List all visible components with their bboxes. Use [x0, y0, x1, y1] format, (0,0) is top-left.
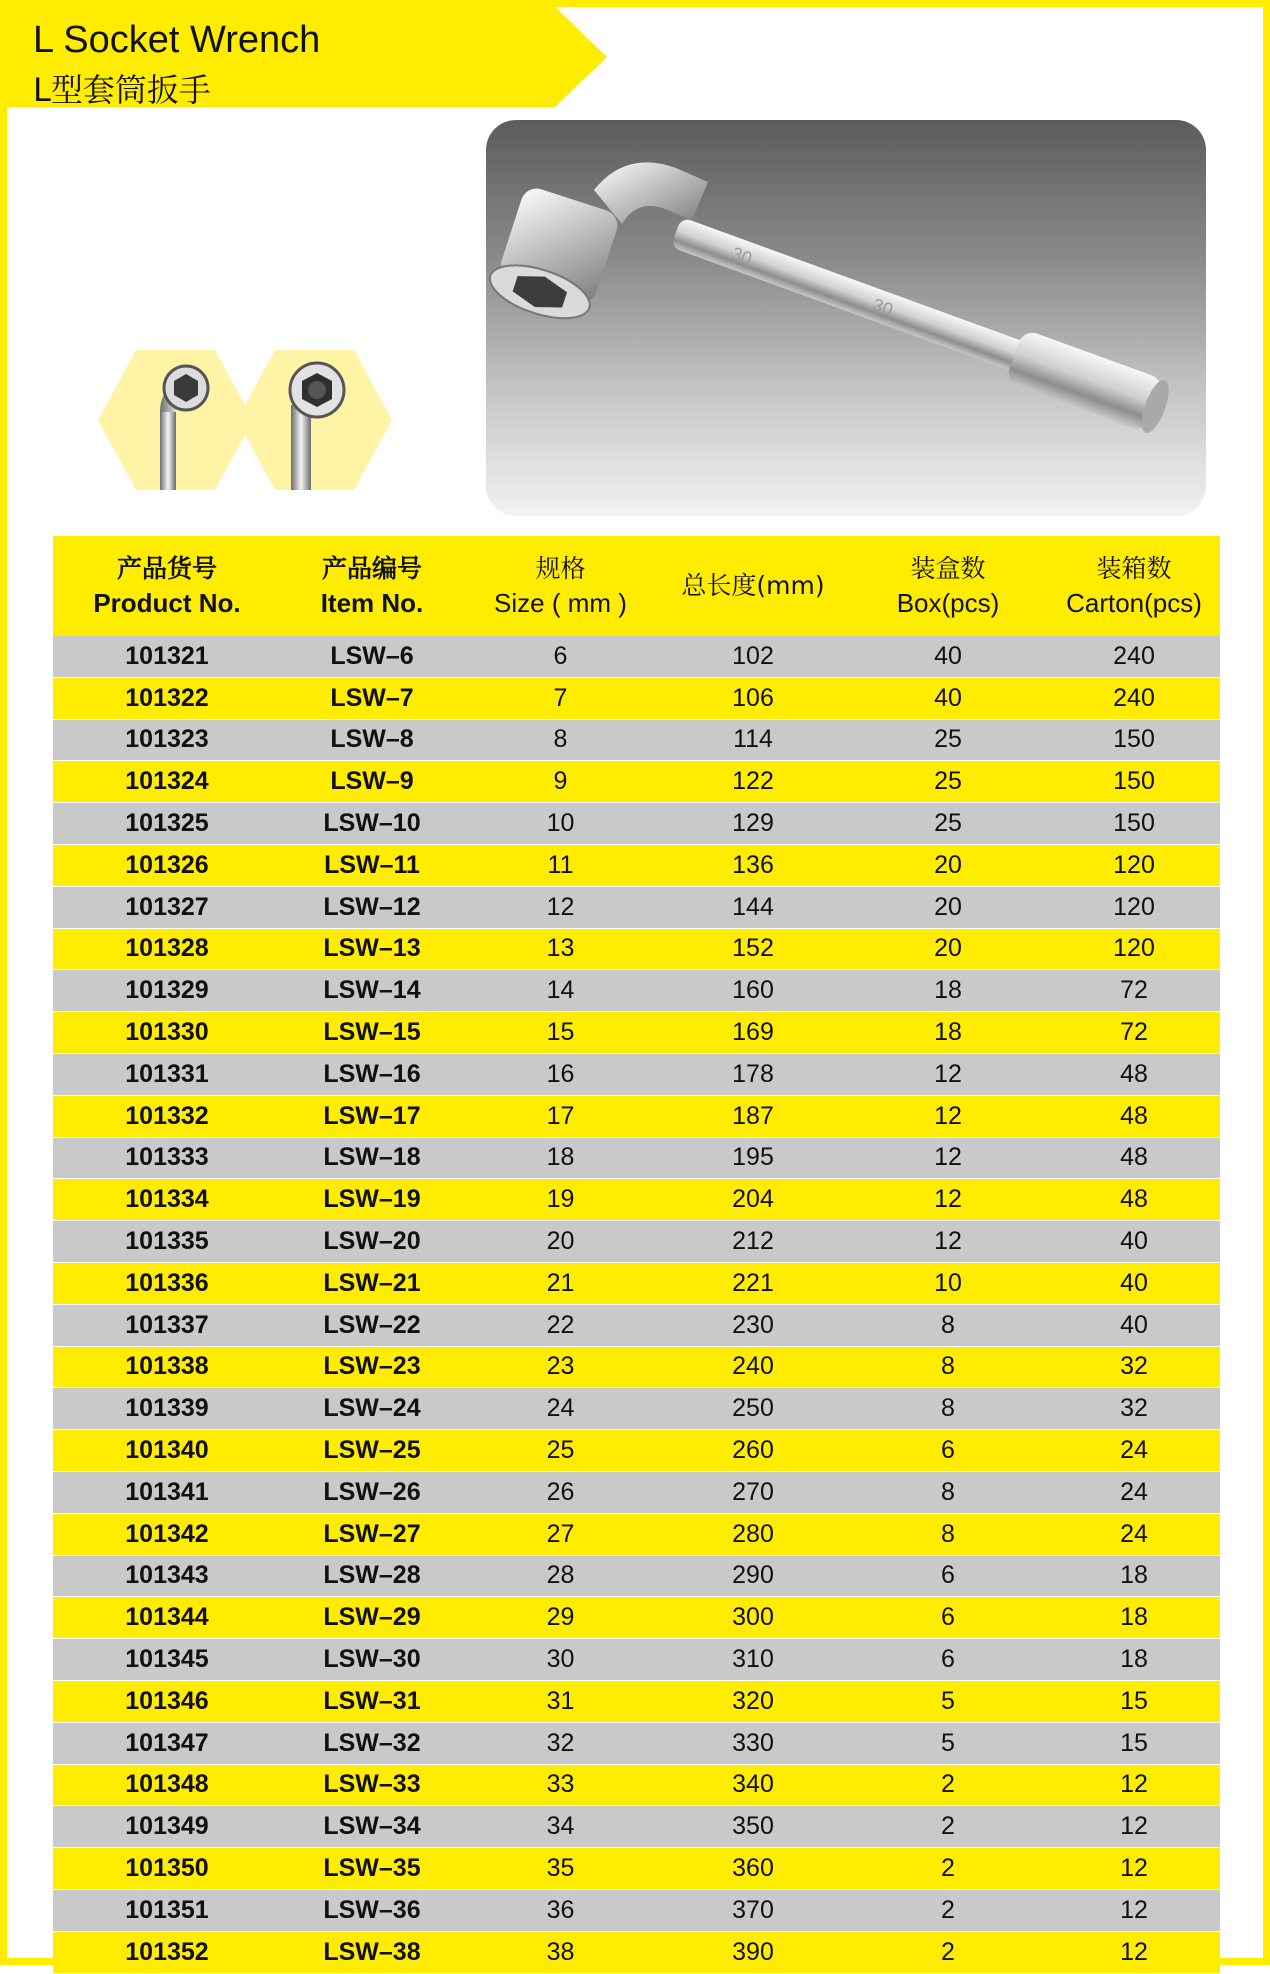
table-body	[53, 636, 1220, 1973]
header-cn: 产品编号	[321, 554, 422, 583]
length-cell: 160	[658, 970, 848, 1012]
item-no-cell: LSW–15	[281, 1012, 463, 1054]
product-no-cell: 101336	[53, 1262, 281, 1304]
length-cell: 178	[658, 1053, 848, 1095]
table-header-row	[53, 536, 1220, 636]
header-en: Size ( mm )	[494, 588, 627, 618]
box-qty-cell: 10	[848, 1262, 1048, 1304]
item-no-cell: LSW–32	[281, 1722, 463, 1764]
header-product-no	[53, 536, 281, 636]
item-no-cell: LSW–35	[281, 1848, 463, 1890]
carton-qty-cell: 15	[1048, 1722, 1220, 1764]
length-cell: 212	[658, 1221, 848, 1263]
header-item-no	[281, 536, 463, 636]
product-no-cell: 101331	[53, 1053, 281, 1095]
product-no-cell: 101332	[53, 1095, 281, 1137]
table-row	[53, 1221, 1220, 1263]
table-row	[53, 1095, 1220, 1137]
product-no-cell: 101324	[53, 761, 281, 803]
table-row	[53, 1262, 1220, 1304]
title-chinese: L型套筒扳手	[33, 71, 211, 109]
item-no-cell: LSW–17	[281, 1095, 463, 1137]
specification-table	[53, 536, 1220, 1974]
carton-qty-cell: 240	[1048, 636, 1220, 677]
length-cell: 310	[658, 1639, 848, 1681]
item-no-cell: LSW–31	[281, 1680, 463, 1722]
size-cell: 27	[463, 1513, 658, 1555]
item-no-cell: LSW–20	[281, 1221, 463, 1263]
box-qty-cell: 25	[848, 719, 1048, 761]
size-cell: 19	[463, 1179, 658, 1221]
product-no-cell: 101343	[53, 1555, 281, 1597]
carton-qty-cell: 12	[1048, 1806, 1220, 1848]
box-qty-cell: 12	[848, 1095, 1048, 1137]
header-size	[463, 536, 658, 636]
item-no-cell: LSW–38	[281, 1931, 463, 1973]
box-qty-cell: 2	[848, 1848, 1048, 1890]
size-cell: 13	[463, 928, 658, 970]
table-row	[53, 1513, 1220, 1555]
carton-qty-cell: 72	[1048, 1012, 1220, 1054]
carton-qty-cell: 120	[1048, 844, 1220, 886]
title-banner	[7, 7, 607, 107]
carton-qty-cell: 32	[1048, 1388, 1220, 1430]
product-no-cell: 101344	[53, 1597, 281, 1639]
product-no-cell: 101326	[53, 844, 281, 886]
header-cn: 规格	[535, 554, 586, 583]
table-row	[53, 886, 1220, 928]
table-row	[53, 1722, 1220, 1764]
header-en: Product No.	[93, 588, 241, 618]
size-cell: 38	[463, 1931, 658, 1973]
item-no-cell: LSW–8	[281, 719, 463, 761]
title-english: L Socket Wrench	[33, 19, 321, 61]
header-cn: 产品货号	[116, 554, 217, 583]
box-qty-cell: 5	[848, 1680, 1048, 1722]
length-cell: 187	[658, 1095, 848, 1137]
size-cell: 36	[463, 1889, 658, 1931]
box-qty-cell: 6	[848, 1430, 1048, 1472]
box-qty-cell: 8	[848, 1346, 1048, 1388]
length-cell: 114	[658, 719, 848, 761]
header-en: Carton(pcs)	[1066, 588, 1202, 618]
product-no-cell: 101346	[53, 1680, 281, 1722]
carton-qty-cell: 15	[1048, 1680, 1220, 1722]
header-cn: 总长度(mm)	[681, 571, 825, 600]
size-cell: 32	[463, 1722, 658, 1764]
box-qty-cell: 20	[848, 844, 1048, 886]
table-row	[53, 636, 1220, 677]
size-cell: 11	[463, 844, 658, 886]
length-cell: 280	[658, 1513, 848, 1555]
item-no-cell: LSW–26	[281, 1471, 463, 1513]
size-cell: 30	[463, 1639, 658, 1681]
table-row	[53, 1304, 1220, 1346]
size-cell: 23	[463, 1346, 658, 1388]
header-cn: 装盒数	[910, 554, 986, 583]
box-qty-cell: 25	[848, 803, 1048, 845]
length-cell: 270	[658, 1471, 848, 1513]
carton-qty-cell: 24	[1048, 1471, 1220, 1513]
item-no-cell: LSW–23	[281, 1346, 463, 1388]
box-qty-cell: 12	[848, 1137, 1048, 1179]
length-cell: 320	[658, 1680, 848, 1722]
size-cell: 29	[463, 1597, 658, 1639]
product-no-cell: 101335	[53, 1221, 281, 1263]
length-cell: 290	[658, 1555, 848, 1597]
carton-qty-cell: 72	[1048, 970, 1220, 1012]
product-no-cell: 101333	[53, 1137, 281, 1179]
length-cell: 390	[658, 1931, 848, 1973]
item-no-cell: LSW–9	[281, 761, 463, 803]
length-cell: 122	[658, 761, 848, 803]
length-cell: 152	[658, 928, 848, 970]
product-no-cell: 101329	[53, 970, 281, 1012]
item-no-cell: LSW–30	[281, 1639, 463, 1681]
product-no-cell: 101338	[53, 1346, 281, 1388]
box-qty-cell: 18	[848, 970, 1048, 1012]
carton-qty-cell: 12	[1048, 1764, 1220, 1806]
wrench-engraving-2: 30	[869, 294, 896, 321]
product-no-cell: 101323	[53, 719, 281, 761]
box-qty-cell: 25	[848, 761, 1048, 803]
carton-qty-cell: 240	[1048, 677, 1220, 719]
box-qty-cell: 2	[848, 1806, 1048, 1848]
length-cell: 300	[658, 1597, 848, 1639]
item-no-cell: LSW–34	[281, 1806, 463, 1848]
length-cell: 144	[658, 886, 848, 928]
item-no-cell: LSW–36	[281, 1889, 463, 1931]
box-qty-cell: 5	[848, 1722, 1048, 1764]
table-row	[53, 1430, 1220, 1472]
box-qty-cell: 20	[848, 928, 1048, 970]
length-cell: 350	[658, 1806, 848, 1848]
table-row	[53, 1179, 1220, 1221]
box-qty-cell: 8	[848, 1304, 1048, 1346]
table-row	[53, 1764, 1220, 1806]
carton-qty-cell: 48	[1048, 1137, 1220, 1179]
length-cell: 260	[658, 1430, 848, 1472]
carton-qty-cell: 12	[1048, 1931, 1220, 1973]
size-cell: 17	[463, 1095, 658, 1137]
size-cell: 25	[463, 1430, 658, 1472]
box-qty-cell: 20	[848, 886, 1048, 928]
size-cell: 8	[463, 719, 658, 761]
product-no-cell: 101342	[53, 1513, 281, 1555]
box-qty-cell: 6	[848, 1555, 1048, 1597]
box-qty-cell: 2	[848, 1764, 1048, 1806]
carton-qty-cell: 12	[1048, 1889, 1220, 1931]
product-no-cell: 101341	[53, 1471, 281, 1513]
item-no-cell: LSW–18	[281, 1137, 463, 1179]
carton-qty-cell: 48	[1048, 1095, 1220, 1137]
box-qty-cell: 18	[848, 1012, 1048, 1054]
box-qty-cell: 40	[848, 677, 1048, 719]
length-cell: 169	[658, 1012, 848, 1054]
item-no-cell: LSW–6	[281, 636, 463, 677]
carton-qty-cell: 32	[1048, 1346, 1220, 1388]
size-cell: 35	[463, 1848, 658, 1890]
table-row	[53, 1346, 1220, 1388]
product-no-cell: 101328	[53, 928, 281, 970]
item-no-cell: LSW–33	[281, 1764, 463, 1806]
product-no-cell: 101330	[53, 1012, 281, 1054]
product-no-cell: 101322	[53, 677, 281, 719]
l-socket-wrench-illustration	[486, 120, 1206, 516]
carton-qty-cell: 150	[1048, 719, 1220, 761]
size-cell: 20	[463, 1221, 658, 1263]
table-row	[53, 1680, 1220, 1722]
item-no-cell: LSW–27	[281, 1513, 463, 1555]
length-cell: 250	[658, 1388, 848, 1430]
carton-qty-cell: 150	[1048, 803, 1220, 845]
size-cell: 9	[463, 761, 658, 803]
carton-qty-cell: 18	[1048, 1555, 1220, 1597]
box-qty-cell: 8	[848, 1471, 1048, 1513]
product-no-cell: 101321	[53, 636, 281, 677]
size-cell: 14	[463, 970, 658, 1012]
table-row	[53, 677, 1220, 719]
table-row	[53, 1639, 1220, 1681]
carton-qty-cell: 24	[1048, 1513, 1220, 1555]
item-no-cell: LSW–24	[281, 1388, 463, 1430]
header-total-length	[658, 536, 848, 636]
item-no-cell: LSW–29	[281, 1597, 463, 1639]
product-no-cell: 101334	[53, 1179, 281, 1221]
box-qty-cell: 8	[848, 1388, 1048, 1430]
length-cell: 204	[658, 1179, 848, 1221]
size-cell: 33	[463, 1764, 658, 1806]
size-cell: 16	[463, 1053, 658, 1095]
length-cell: 240	[658, 1346, 848, 1388]
item-no-cell: LSW–12	[281, 886, 463, 928]
table-row	[53, 761, 1220, 803]
table-row	[53, 844, 1220, 886]
product-no-cell: 101339	[53, 1388, 281, 1430]
table-row	[53, 1053, 1220, 1095]
size-cell: 22	[463, 1304, 658, 1346]
length-cell: 330	[658, 1722, 848, 1764]
header-en: Box(pcs)	[896, 588, 1000, 618]
item-no-cell: LSW–22	[281, 1304, 463, 1346]
size-cell: 18	[463, 1137, 658, 1179]
table-row	[53, 1012, 1220, 1054]
table-row	[53, 970, 1220, 1012]
socket-detail-image-2	[237, 350, 392, 490]
item-no-cell: LSW–11	[281, 844, 463, 886]
box-qty-cell: 12	[848, 1221, 1048, 1263]
carton-qty-cell: 48	[1048, 1179, 1220, 1221]
length-cell: 340	[658, 1764, 848, 1806]
product-no-cell: 101347	[53, 1722, 281, 1764]
item-no-cell: LSW–14	[281, 970, 463, 1012]
carton-qty-cell: 12	[1048, 1848, 1220, 1890]
table-row	[53, 803, 1220, 845]
table-row	[53, 1597, 1220, 1639]
length-cell: 221	[658, 1262, 848, 1304]
product-no-cell: 101352	[53, 1931, 281, 1973]
carton-qty-cell: 48	[1048, 1053, 1220, 1095]
table-row	[53, 1931, 1220, 1973]
size-cell: 7	[463, 677, 658, 719]
size-cell: 24	[463, 1388, 658, 1430]
box-qty-cell: 40	[848, 636, 1048, 677]
table-row	[53, 1889, 1220, 1931]
length-cell: 136	[658, 844, 848, 886]
table-row	[53, 1137, 1220, 1179]
wrench-engraving-1: 30	[728, 243, 755, 269]
carton-qty-cell: 24	[1048, 1430, 1220, 1472]
item-no-cell: LSW–21	[281, 1262, 463, 1304]
item-no-cell: LSW–19	[281, 1179, 463, 1221]
size-cell: 10	[463, 803, 658, 845]
item-no-cell: LSW–7	[281, 677, 463, 719]
carton-qty-cell: 18	[1048, 1597, 1220, 1639]
length-cell: 129	[658, 803, 848, 845]
size-cell: 15	[463, 1012, 658, 1054]
table-row	[53, 1388, 1220, 1430]
carton-qty-cell: 18	[1048, 1639, 1220, 1681]
product-no-cell: 101349	[53, 1806, 281, 1848]
size-cell: 34	[463, 1806, 658, 1848]
header-carton-qty	[1048, 536, 1220, 636]
product-no-cell: 101351	[53, 1889, 281, 1931]
size-cell: 26	[463, 1471, 658, 1513]
header-box-qty	[848, 536, 1048, 636]
length-cell: 102	[658, 636, 848, 677]
box-qty-cell: 2	[848, 1931, 1048, 1973]
table-row	[53, 1471, 1220, 1513]
table-row	[53, 1806, 1220, 1848]
header-cn: 装箱数	[1096, 554, 1172, 583]
item-no-cell: LSW–16	[281, 1053, 463, 1095]
table-row	[53, 1555, 1220, 1597]
product-photo	[486, 120, 1206, 516]
box-qty-cell: 6	[848, 1639, 1048, 1681]
product-no-cell: 101350	[53, 1848, 281, 1890]
header-en: Item No.	[320, 588, 424, 618]
carton-qty-cell: 40	[1048, 1221, 1220, 1263]
item-no-cell: LSW–10	[281, 803, 463, 845]
item-no-cell: LSW–25	[281, 1430, 463, 1472]
item-no-cell: LSW–28	[281, 1555, 463, 1597]
length-cell: 106	[658, 677, 848, 719]
box-qty-cell: 12	[848, 1179, 1048, 1221]
item-no-cell: LSW–13	[281, 928, 463, 970]
table-row	[53, 928, 1220, 970]
carton-qty-cell: 120	[1048, 886, 1220, 928]
socket-detail-image-1	[98, 350, 253, 490]
carton-qty-cell: 150	[1048, 761, 1220, 803]
size-cell: 6	[463, 636, 658, 677]
carton-qty-cell: 120	[1048, 928, 1220, 970]
box-qty-cell: 12	[848, 1053, 1048, 1095]
length-cell: 230	[658, 1304, 848, 1346]
size-cell: 31	[463, 1680, 658, 1722]
product-no-cell: 101345	[53, 1639, 281, 1681]
product-no-cell: 101340	[53, 1430, 281, 1472]
product-no-cell: 101325	[53, 803, 281, 845]
box-qty-cell: 6	[848, 1597, 1048, 1639]
product-no-cell: 101337	[53, 1304, 281, 1346]
carton-qty-cell: 40	[1048, 1262, 1220, 1304]
size-cell: 21	[463, 1262, 658, 1304]
length-cell: 370	[658, 1889, 848, 1931]
product-no-cell: 101348	[53, 1764, 281, 1806]
table-row	[53, 1848, 1220, 1890]
size-cell: 28	[463, 1555, 658, 1597]
box-qty-cell: 8	[848, 1513, 1048, 1555]
product-no-cell: 101327	[53, 886, 281, 928]
size-cell: 12	[463, 886, 658, 928]
box-qty-cell: 2	[848, 1889, 1048, 1931]
table-row	[53, 719, 1220, 761]
carton-qty-cell: 40	[1048, 1304, 1220, 1346]
length-cell: 195	[658, 1137, 848, 1179]
length-cell: 360	[658, 1848, 848, 1890]
